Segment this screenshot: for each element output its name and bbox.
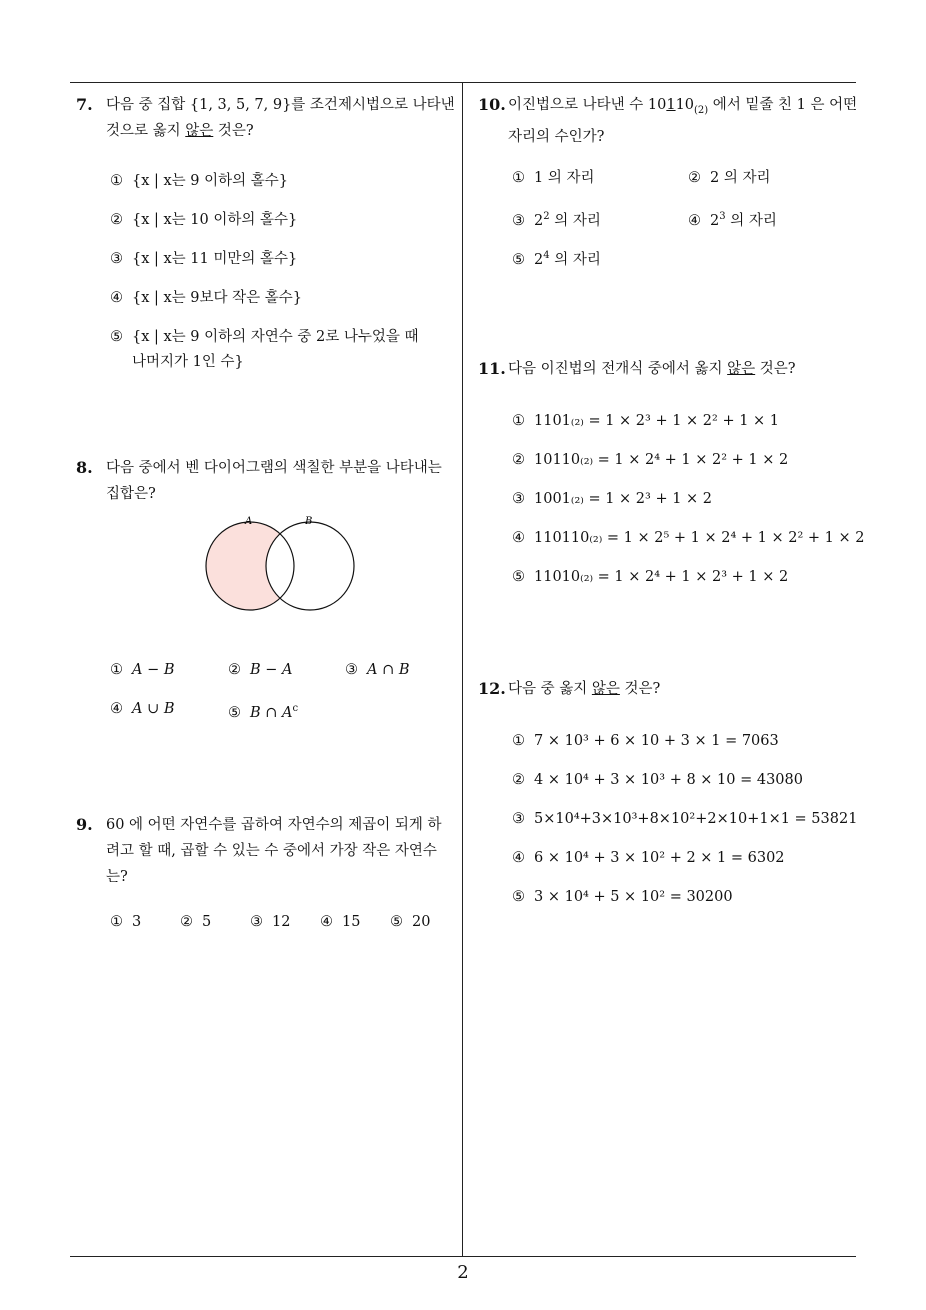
option-text: {x | x는 9보다 작은 홀수}: [132, 290, 303, 306]
question-number: 9.: [76, 815, 93, 834]
option-marker: ③: [512, 212, 525, 229]
option-2[interactable]: [512, 769, 803, 791]
option-marker: ②: [180, 914, 193, 930]
option-exponent: 4: [543, 250, 550, 261]
label-b: B: [305, 516, 313, 527]
option-2[interactable]: [110, 209, 297, 231]
option-text: 1 의 자리: [534, 170, 595, 186]
option-text: A ∪ B: [132, 701, 175, 717]
question-text: 것으로 옳지: [106, 123, 186, 139]
option-marker: ①: [512, 413, 525, 429]
question-9: [76, 812, 456, 890]
option-4[interactable]: [110, 287, 302, 309]
question-8: [76, 455, 456, 507]
question-text: 이진법으로 나타낸 수 10: [508, 97, 667, 113]
option-text: B ∩ A: [250, 704, 293, 721]
underlined-digit: 1: [666, 97, 676, 113]
option-marker: ②: [110, 212, 123, 228]
option-text: 20: [412, 914, 431, 930]
option-1[interactable]: [110, 170, 288, 192]
option-text: {x | x는 10 이하의 홀수}: [132, 212, 298, 228]
option-text: 2 의 자리: [710, 170, 771, 186]
option-5[interactable]: [110, 326, 419, 348]
option-marker: ⑤: [390, 914, 403, 930]
option-base: 2: [534, 212, 544, 229]
option-marker: ①: [512, 170, 525, 186]
option-3[interactable]: [250, 911, 290, 933]
question-text: 는?: [106, 869, 128, 885]
option-marker: ③: [512, 811, 525, 827]
option-text: 3 × 10⁴ + 5 × 10² = 30200: [534, 889, 733, 905]
underlined-word: 않은: [727, 361, 756, 377]
top-rule: [70, 82, 856, 83]
option-text: 3: [132, 914, 142, 930]
option-text: 의 자리: [549, 251, 601, 268]
option-5-continued: [132, 351, 244, 373]
question-text: 다음 중 집합 {1, 3, 5, 7, 9}를 조건제시법으로 나타낸: [106, 97, 455, 113]
question-number: 11.: [478, 359, 506, 378]
option-3[interactable]: [345, 659, 410, 681]
question-text: 다음 중 옳지: [508, 681, 592, 697]
question-number: 7.: [76, 95, 93, 114]
question-11: [478, 356, 858, 382]
question-text: 10: [675, 97, 695, 113]
option-3[interactable]: [512, 206, 601, 232]
option-text: 1001₍₂₎ = 1 × 2³ + 1 × 2: [534, 491, 713, 507]
option-1[interactable]: [110, 911, 141, 933]
option-text: 110110₍₂₎ = 1 × 2⁵ + 1 × 2⁴ + 1 × 2² + 1 × 2: [534, 530, 865, 546]
option-5[interactable]: [228, 698, 298, 724]
option-marker: ①: [512, 733, 525, 749]
option-text: {x | x는 9 이하의 자연수 중 2로 나누었을 때: [132, 329, 419, 345]
option-marker: ④: [110, 290, 123, 306]
page-number: 2: [457, 1262, 469, 1283]
option-text: 7 × 10³ + 6 × 10 + 3 × 1 = 7063: [534, 733, 779, 749]
option-2[interactable]: [688, 167, 770, 189]
option-marker: ①: [110, 662, 123, 678]
question-text: 다음 이진법의 전개식 중에서 옳지: [508, 361, 728, 377]
option-text: 5: [202, 914, 212, 930]
option-4[interactable]: [512, 847, 785, 869]
question-text: 60 에 어떤 자연수를 곱하여 자연수의 제곱이 되게 하: [106, 817, 442, 833]
question-10: [478, 92, 858, 150]
option-text: 의 자리: [549, 212, 601, 229]
question-text: 려고 할 때, 곱할 수 있는 수 중에서 가장 작은 자연수: [106, 843, 437, 859]
option-base: 2: [710, 212, 720, 229]
option-2[interactable]: [180, 911, 211, 933]
option-4[interactable]: [320, 911, 360, 933]
column-divider: [462, 82, 463, 1257]
option-exponent: 3: [719, 211, 726, 222]
option-base: 2: [534, 251, 544, 268]
option-marker: ③: [250, 914, 263, 930]
option-text: B − A: [250, 662, 293, 678]
option-marker: ⑤: [228, 704, 241, 721]
option-marker: ⑤: [110, 329, 123, 345]
option-text: 15: [342, 914, 361, 930]
option-text: A ∩ B: [367, 662, 410, 678]
option-1[interactable]: [512, 167, 594, 189]
option-marker: ①: [110, 914, 123, 930]
option-3[interactable]: [512, 808, 857, 830]
option-text: 12: [272, 914, 291, 930]
option-text: {x | x는 11 미만의 홀수}: [132, 251, 298, 267]
option-marker: ④: [688, 212, 701, 229]
option-superscript: c: [292, 703, 299, 714]
option-3[interactable]: [110, 248, 297, 270]
venn-diagram: [195, 510, 365, 625]
option-exponent: 2: [543, 211, 550, 222]
option-1[interactable]: [512, 730, 779, 752]
option-marker: ④: [110, 701, 123, 717]
question-text: 에서 밑줄 친 1 은 어떤: [708, 97, 858, 113]
option-text: 나머지가 1인 수}: [132, 354, 244, 370]
option-marker: ①: [110, 173, 123, 189]
option-5[interactable]: [512, 245, 601, 271]
option-marker: ④: [320, 914, 333, 930]
question-text: 것은?: [619, 681, 661, 697]
option-text: 1101₍₂₎ = 1 × 2³ + 1 × 2² + 1 × 1: [534, 413, 780, 429]
question-text: 다음 중에서 벤 다이어그램의 색칠한 부분을 나타내는: [106, 460, 442, 476]
option-1[interactable]: [110, 659, 175, 681]
option-marker: ⑤: [512, 569, 525, 585]
option-marker: ②: [512, 772, 525, 788]
option-2[interactable]: [512, 449, 788, 471]
option-marker: ②: [512, 452, 525, 468]
option-4[interactable]: [110, 698, 175, 720]
question-text: 집합은?: [106, 486, 156, 502]
option-marker: ②: [688, 170, 701, 186]
option-marker: ③: [512, 491, 525, 507]
option-5[interactable]: [512, 566, 788, 588]
option-text: 5×10⁴+3×10³+8×10²+2×10+1×1 = 53821: [534, 811, 858, 827]
underlined-word: 않은: [185, 123, 214, 139]
option-text: 4 × 10⁴ + 3 × 10³ + 8 × 10 = 43080: [534, 772, 803, 788]
base-subscript: (2): [694, 104, 709, 116]
option-4[interactable]: [512, 527, 864, 549]
option-marker: ⑤: [512, 889, 525, 905]
question-number: 8.: [76, 458, 93, 477]
option-5[interactable]: [512, 886, 733, 908]
question-12: [478, 676, 858, 702]
option-text: {x | x는 9 이하의 홀수}: [132, 173, 289, 189]
question-number: 12.: [478, 679, 506, 698]
option-marker: ④: [512, 530, 525, 546]
option-3[interactable]: [512, 488, 712, 510]
option-marker: ③: [345, 662, 358, 678]
option-4[interactable]: [688, 206, 777, 232]
question-text: 것은?: [213, 123, 254, 139]
option-text: A − B: [132, 662, 175, 678]
question-number: 10.: [478, 95, 506, 114]
question-text: 것은?: [755, 361, 796, 377]
underlined-word: 않은: [591, 681, 620, 697]
question-text: 자리의 수인가?: [508, 128, 605, 145]
bottom-rule: [70, 1256, 856, 1257]
option-marker: ②: [228, 662, 241, 678]
label-a: A: [245, 516, 253, 527]
option-text: 6 × 10⁴ + 3 × 10² + 2 × 1 = 6302: [534, 850, 785, 866]
option-1[interactable]: [512, 410, 779, 432]
option-text: 11010₍₂₎ = 1 × 2⁴ + 1 × 2³ + 1 × 2: [534, 569, 789, 585]
option-marker: ④: [512, 850, 525, 866]
option-marker: ③: [110, 251, 123, 267]
option-marker: ⑤: [512, 251, 525, 268]
option-5[interactable]: [390, 911, 430, 933]
option-text: 의 자리: [725, 212, 777, 229]
option-2[interactable]: [228, 659, 293, 681]
option-text: 10110₍₂₎ = 1 × 2⁴ + 1 × 2² + 1 × 2: [534, 452, 789, 468]
question-7: [76, 92, 456, 144]
